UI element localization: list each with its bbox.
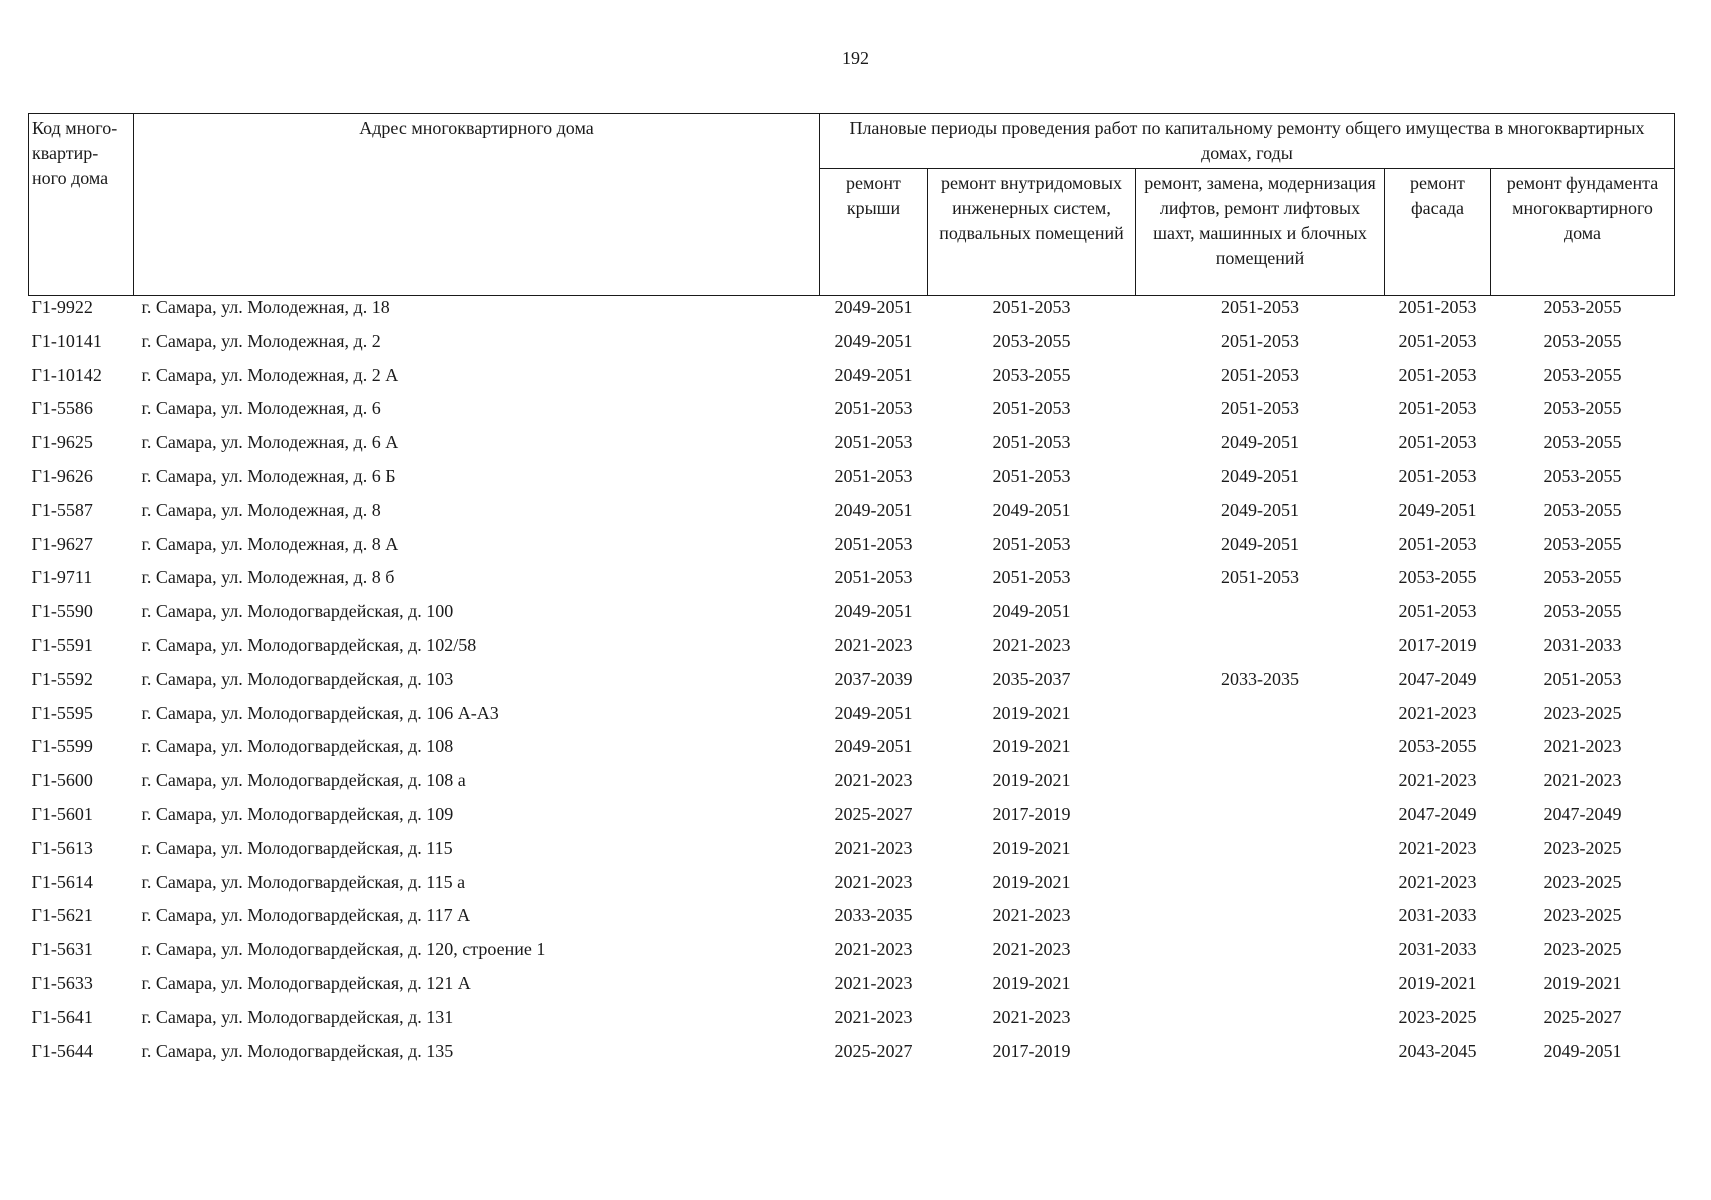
engineering-period-cell: 2053-2055 bbox=[992, 330, 1071, 351]
house-code-cell: Г1-5614 bbox=[31, 871, 93, 892]
lift-period-cell bbox=[1136, 871, 1385, 905]
roof-period-cell: 2021-2023 bbox=[834, 871, 913, 892]
engineering-period-cell: 2021-2023 bbox=[992, 905, 1071, 926]
table-row bbox=[29, 837, 1675, 871]
engineering-period-cell: 2035-2037 bbox=[992, 668, 1071, 689]
table-row bbox=[29, 499, 1675, 533]
house-code-cell: Г1-5599 bbox=[31, 736, 93, 757]
facade-period-cell: 2047-2049 bbox=[1398, 668, 1477, 689]
table-row bbox=[29, 1006, 1675, 1040]
lift-period-cell bbox=[1136, 1006, 1385, 1040]
facade-period-cell: 2051-2053 bbox=[1398, 297, 1477, 317]
engineering-period-cell: 2051-2053 bbox=[992, 398, 1071, 419]
house-code-cell: Г1-5595 bbox=[31, 702, 93, 723]
foundation-period-cell: 2021-2023 bbox=[1543, 736, 1622, 757]
table-row bbox=[29, 972, 1675, 1006]
header-code: Код много-квартир-ного дома bbox=[29, 114, 134, 296]
roof-period-cell: 2049-2051 bbox=[834, 702, 913, 723]
roof-period-cell: 2049-2051 bbox=[834, 364, 913, 385]
facade-period-cell: 2019-2021 bbox=[1398, 972, 1477, 993]
header-foundation: ремонт фундамента многоквартирного дома bbox=[1491, 169, 1675, 296]
roof-period-cell: 2051-2053 bbox=[834, 398, 913, 419]
roof-period-cell: 2025-2027 bbox=[834, 803, 913, 824]
foundation-period-cell: 2023-2025 bbox=[1543, 939, 1622, 960]
house-code-cell: Г1-9627 bbox=[31, 533, 93, 554]
roof-period-cell: 2037-2039 bbox=[834, 668, 913, 689]
table-row bbox=[29, 465, 1675, 499]
table-row bbox=[29, 397, 1675, 431]
foundation-period-cell: 2053-2055 bbox=[1543, 601, 1622, 622]
roof-period-cell: 2049-2051 bbox=[834, 297, 913, 317]
table-row bbox=[29, 938, 1675, 972]
address-cell: г. Самара, ул. Молодежная, д. 8 А bbox=[141, 533, 399, 554]
address-cell: г. Самара, ул. Молодежная, д. 6 А bbox=[141, 432, 399, 453]
foundation-period-cell: 2021-2023 bbox=[1543, 770, 1622, 791]
lift-period-cell: 2049-2051 bbox=[1221, 499, 1299, 520]
address-cell: г. Самара, ул. Молодогвардейская, д. 115 а bbox=[141, 871, 466, 892]
lift-period-cell bbox=[1136, 769, 1385, 803]
lift-period-cell bbox=[1136, 1040, 1385, 1074]
foundation-period-cell: 2031-2033 bbox=[1543, 634, 1622, 655]
address-cell: г. Самара, ул. Молодогвардейская, д. 121 А bbox=[141, 972, 471, 993]
foundation-period-cell: 2053-2055 bbox=[1543, 533, 1622, 554]
house-code-cell: Г1-5586 bbox=[31, 398, 93, 419]
roof-period-cell: 2051-2053 bbox=[834, 465, 913, 486]
engineering-period-cell: 2053-2055 bbox=[992, 364, 1071, 385]
foundation-period-cell: 2053-2055 bbox=[1543, 330, 1622, 351]
facade-period-cell: 2051-2053 bbox=[1398, 330, 1477, 351]
lift-period-cell bbox=[1136, 972, 1385, 1006]
house-code-cell: Г1-10141 bbox=[31, 330, 102, 351]
roof-period-cell: 2021-2023 bbox=[834, 939, 913, 960]
engineering-period-cell: 2051-2053 bbox=[992, 297, 1071, 317]
roof-period-cell: 2021-2023 bbox=[834, 1006, 913, 1027]
facade-period-cell: 2051-2053 bbox=[1398, 601, 1477, 622]
facade-period-cell: 2043-2045 bbox=[1398, 1040, 1477, 1061]
table-row bbox=[29, 702, 1675, 736]
engineering-period-cell: 2051-2053 bbox=[992, 432, 1071, 453]
lift-period-cell: 2051-2053 bbox=[1221, 330, 1299, 351]
address-cell: г. Самара, ул. Молодогвардейская, д. 131 bbox=[141, 1006, 454, 1027]
lift-period-cell bbox=[1136, 634, 1385, 668]
address-cell: г. Самара, ул. Молодогвардейская, д. 135 bbox=[141, 1040, 454, 1061]
foundation-period-cell: 2053-2055 bbox=[1543, 499, 1622, 520]
lift-period-cell: 2051-2053 bbox=[1221, 398, 1299, 419]
address-cell: г. Самара, ул. Молодежная, д. 6 Б bbox=[141, 465, 396, 486]
roof-period-cell: 2051-2053 bbox=[834, 567, 913, 588]
lift-period-cell bbox=[1136, 735, 1385, 769]
house-code-cell: Г1-5601 bbox=[31, 803, 93, 824]
table-row bbox=[29, 668, 1675, 702]
facade-period-cell: 2031-2033 bbox=[1398, 905, 1477, 926]
roof-period-cell: 2025-2027 bbox=[834, 1040, 913, 1061]
table-row bbox=[29, 566, 1675, 600]
lift-period-cell: 2049-2051 bbox=[1221, 465, 1299, 486]
header-engineering: ремонт внутридомовых инженерных систем, подвальных помещений bbox=[928, 169, 1136, 296]
facade-period-cell: 2021-2023 bbox=[1398, 837, 1477, 858]
foundation-period-cell: 2053-2055 bbox=[1543, 398, 1622, 419]
lift-period-cell: 2049-2051 bbox=[1221, 432, 1299, 453]
roof-period-cell: 2049-2051 bbox=[834, 330, 913, 351]
facade-period-cell: 2051-2053 bbox=[1398, 364, 1477, 385]
foundation-period-cell: 2023-2025 bbox=[1543, 837, 1622, 858]
lift-period-cell: 2051-2053 bbox=[1221, 297, 1299, 317]
address-cell: г. Самара, ул. Молодежная, д. 2 bbox=[141, 330, 381, 351]
lift-period-cell bbox=[1136, 803, 1385, 837]
engineering-period-cell: 2017-2019 bbox=[992, 1040, 1071, 1061]
header-lift: ремонт, замена, модернизация лифтов, ремонт лифтовых шахт, машинных и блочных помещений bbox=[1136, 169, 1385, 296]
house-code-cell: Г1-5621 bbox=[31, 905, 93, 926]
table-row bbox=[29, 431, 1675, 465]
house-code-cell: Г1-10142 bbox=[31, 364, 102, 385]
house-code-cell: Г1-5641 bbox=[31, 1006, 93, 1027]
capital-repair-schedule-table bbox=[28, 113, 1675, 1073]
engineering-period-cell: 2051-2053 bbox=[992, 567, 1071, 588]
page-number: 192 bbox=[842, 48, 869, 68]
roof-period-cell: 2021-2023 bbox=[834, 770, 913, 791]
house-code-cell: Г1-9922 bbox=[31, 297, 93, 317]
house-code-cell: Г1-5644 bbox=[31, 1040, 93, 1061]
house-code-cell: Г1-5592 bbox=[31, 668, 93, 689]
foundation-period-cell: 2053-2055 bbox=[1543, 297, 1622, 317]
address-cell: г. Самара, ул. Молодогвардейская, д. 106 А-А3 bbox=[141, 702, 499, 723]
table-body bbox=[29, 296, 1675, 1074]
address-cell: г. Самара, ул. Молодежная, д. 6 bbox=[141, 398, 381, 419]
foundation-period-cell: 2053-2055 bbox=[1543, 567, 1622, 588]
lift-period-cell: 2051-2053 bbox=[1221, 567, 1299, 588]
address-cell: г. Самара, ул. Молодогвардейская, д. 102/58 bbox=[141, 634, 477, 655]
table-row bbox=[29, 364, 1675, 398]
roof-period-cell: 2033-2035 bbox=[834, 905, 913, 926]
table-row bbox=[29, 533, 1675, 567]
engineering-period-cell: 2021-2023 bbox=[992, 1006, 1071, 1027]
header-facade: ремонт фасада bbox=[1385, 169, 1491, 296]
foundation-period-cell: 2053-2055 bbox=[1543, 465, 1622, 486]
facade-period-cell: 2031-2033 bbox=[1398, 939, 1477, 960]
engineering-period-cell: 2021-2023 bbox=[992, 939, 1071, 960]
lift-period-cell bbox=[1136, 702, 1385, 736]
lift-period-cell: 2033-2035 bbox=[1221, 668, 1299, 689]
foundation-period-cell: 2023-2025 bbox=[1543, 871, 1622, 892]
facade-period-cell: 2023-2025 bbox=[1398, 1006, 1477, 1027]
roof-period-cell: 2051-2053 bbox=[834, 432, 913, 453]
engineering-period-cell: 2019-2021 bbox=[992, 972, 1071, 993]
table-row bbox=[29, 330, 1675, 364]
house-code-cell: Г1-5591 bbox=[31, 634, 93, 655]
engineering-period-cell: 2019-2021 bbox=[992, 736, 1071, 757]
foundation-period-cell: 2051-2053 bbox=[1543, 668, 1622, 689]
address-cell: г. Самара, ул. Молодежная, д. 8 б bbox=[141, 567, 395, 588]
house-code-cell: Г1-9711 bbox=[31, 567, 93, 588]
engineering-period-cell: 2051-2053 bbox=[992, 465, 1071, 486]
foundation-period-cell: 2025-2027 bbox=[1543, 1006, 1622, 1027]
roof-period-cell: 2049-2051 bbox=[834, 601, 913, 622]
roof-period-cell: 2051-2053 bbox=[834, 533, 913, 554]
roof-period-cell: 2021-2023 bbox=[834, 634, 913, 655]
table-row bbox=[29, 1040, 1675, 1074]
engineering-period-cell: 2051-2053 bbox=[992, 533, 1071, 554]
table-row bbox=[29, 735, 1675, 769]
address-cell: г. Самара, ул. Молодогвардейская, д. 108 bbox=[141, 736, 454, 757]
roof-period-cell: 2049-2051 bbox=[834, 499, 913, 520]
roof-period-cell: 2021-2023 bbox=[834, 837, 913, 858]
foundation-period-cell: 2049-2051 bbox=[1543, 1040, 1622, 1061]
address-cell: г. Самара, ул. Молодогвардейская, д. 108 а bbox=[141, 770, 466, 791]
table-row bbox=[29, 803, 1675, 837]
engineering-period-cell: 2019-2021 bbox=[992, 871, 1071, 892]
roof-period-cell: 2021-2023 bbox=[834, 972, 913, 993]
facade-period-cell: 2051-2053 bbox=[1398, 398, 1477, 419]
engineering-period-cell: 2019-2021 bbox=[992, 770, 1071, 791]
lift-period-cell bbox=[1136, 938, 1385, 972]
address-cell: г. Самара, ул. Молодогвардейская, д. 120, строение 1 bbox=[141, 939, 546, 960]
table-row bbox=[29, 600, 1675, 634]
house-code-cell: Г1-9626 bbox=[31, 465, 93, 486]
foundation-period-cell: 2019-2021 bbox=[1543, 972, 1622, 993]
house-code-cell: Г1-5590 bbox=[31, 601, 93, 622]
foundation-period-cell: 2047-2049 bbox=[1543, 803, 1622, 824]
address-cell: г. Самара, ул. Молодежная, д. 2 А bbox=[141, 364, 399, 385]
table-row bbox=[29, 871, 1675, 905]
roof-period-cell: 2049-2051 bbox=[834, 736, 913, 757]
address-cell: г. Самара, ул. Молодежная, д. 8 bbox=[141, 499, 381, 520]
lift-period-cell: 2051-2053 bbox=[1221, 364, 1299, 385]
facade-period-cell: 2021-2023 bbox=[1398, 871, 1477, 892]
engineering-period-cell: 2021-2023 bbox=[992, 634, 1071, 655]
foundation-period-cell: 2023-2025 bbox=[1543, 905, 1622, 926]
facade-period-cell: 2051-2053 bbox=[1398, 432, 1477, 453]
table-row bbox=[29, 769, 1675, 803]
engineering-period-cell: 2049-2051 bbox=[992, 601, 1071, 622]
lift-period-cell: 2049-2051 bbox=[1221, 533, 1299, 554]
engineering-period-cell: 2017-2019 bbox=[992, 803, 1071, 824]
address-cell: г. Самара, ул. Молодогвардейская, д. 115 bbox=[141, 837, 453, 858]
engineering-period-cell: 2019-2021 bbox=[992, 702, 1071, 723]
facade-period-cell: 2049-2051 bbox=[1398, 499, 1477, 520]
house-code-cell: Г1-5631 bbox=[31, 939, 93, 960]
house-code-cell: Г1-9625 bbox=[31, 432, 93, 453]
address-cell: г. Самара, ул. Молодежная, д. 18 bbox=[141, 297, 390, 317]
lift-period-cell bbox=[1136, 904, 1385, 938]
facade-period-cell: 2021-2023 bbox=[1398, 770, 1477, 791]
foundation-period-cell: 2053-2055 bbox=[1543, 364, 1622, 385]
house-code-cell: Г1-5587 bbox=[31, 499, 93, 520]
address-cell: г. Самара, ул. Молодогвардейская, д. 109 bbox=[141, 803, 454, 824]
table-row bbox=[29, 634, 1675, 668]
facade-period-cell: 2053-2055 bbox=[1398, 736, 1477, 757]
address-cell: г. Самара, ул. Молодогвардейская, д. 103 bbox=[141, 668, 454, 689]
facade-period-cell: 2047-2049 bbox=[1398, 803, 1477, 824]
lift-period-cell bbox=[1136, 837, 1385, 871]
facade-period-cell: 2051-2053 bbox=[1398, 465, 1477, 486]
house-code-cell: Г1-5600 bbox=[31, 770, 93, 791]
foundation-period-cell: 2023-2025 bbox=[1543, 702, 1622, 723]
address-cell: г. Самара, ул. Молодогвардейская, д. 117 А bbox=[141, 905, 471, 926]
foundation-period-cell: 2053-2055 bbox=[1543, 432, 1622, 453]
header-row-top bbox=[29, 114, 1675, 169]
address-cell: г. Самара, ул. Молодогвардейская, д. 100 bbox=[141, 601, 454, 622]
header-address: Адрес многоквартирного дома bbox=[134, 114, 820, 296]
facade-period-cell: 2051-2053 bbox=[1398, 533, 1477, 554]
facade-period-cell: 2053-2055 bbox=[1398, 567, 1477, 588]
facade-period-cell: 2021-2023 bbox=[1398, 702, 1477, 723]
table-row bbox=[29, 296, 1675, 330]
house-code-cell: Г1-5633 bbox=[31, 972, 93, 993]
table-row bbox=[29, 904, 1675, 938]
facade-period-cell: 2017-2019 bbox=[1398, 634, 1477, 655]
house-code-cell: Г1-5613 bbox=[31, 837, 93, 858]
engineering-period-cell: 2019-2021 bbox=[992, 837, 1071, 858]
header-roof: ремонт крыши bbox=[820, 169, 928, 296]
engineering-period-cell: 2049-2051 bbox=[992, 499, 1071, 520]
header-planned-periods: Плановые периоды проведения работ по капитальному ремонту общего имущества в многоквартирных домах, годы bbox=[820, 114, 1675, 169]
lift-period-cell bbox=[1136, 600, 1385, 634]
